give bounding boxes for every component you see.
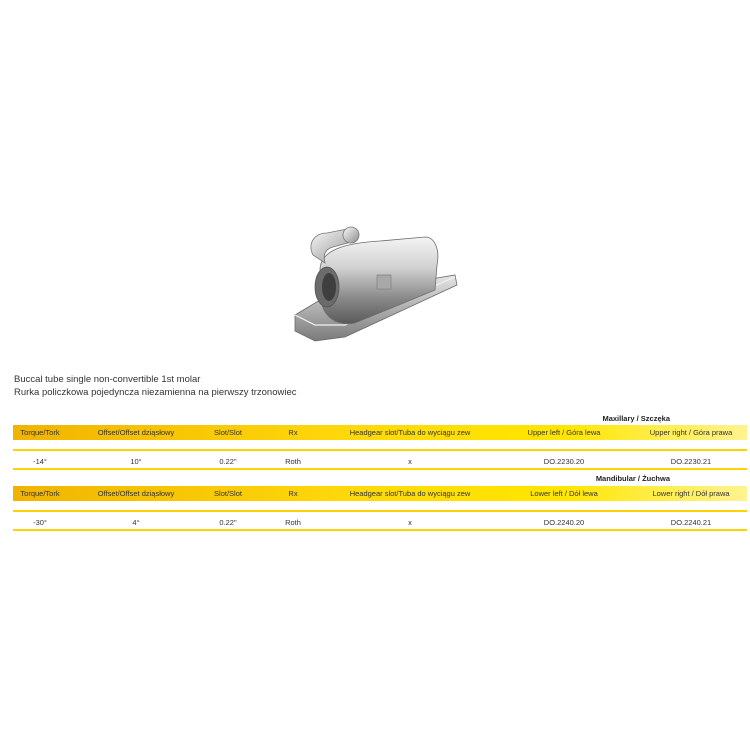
product-title-pl: Rurka policzkowa pojedyncza niezamienna na pierwszy trzonowiec <box>14 386 297 398</box>
maxillary-row-stripe-bottom <box>13 468 747 470</box>
mandibular-value-slot: 0.22" <box>219 518 237 527</box>
mandibular-header-torque: Torque/Tork <box>20 489 60 498</box>
mandibular-row-stripe-bottom <box>13 529 747 531</box>
maxillary-value-torque: -14° <box>33 457 47 466</box>
mandibular-value-rx: Roth <box>285 518 301 527</box>
maxillary-section-title: Maxillary / Szczęka <box>602 414 670 423</box>
maxillary-value-slot: 0.22" <box>219 457 237 466</box>
mandibular-header-headgear: Headgear slot/Tuba do wyciągu zew <box>349 489 471 498</box>
mandibular-value-lower-left: DO.2240.20 <box>543 518 585 527</box>
product-description <box>14 374 297 399</box>
mandibular-section-title: Mandibular / Żuchwa <box>595 474 670 483</box>
maxillary-value-rx: Roth <box>285 457 301 466</box>
maxillary-header-torque: Torque/Tork <box>20 428 60 437</box>
mandibular-value-offset: 4° <box>132 518 140 527</box>
maxillary-header-upper-left: Upper left / Góra lewa <box>527 428 601 437</box>
mandibular-value-torque: -30° <box>33 518 47 527</box>
mandibular-row-stripe-top <box>13 510 747 512</box>
maxillary-value-headgear: x <box>408 457 412 466</box>
mandibular-header-slot: Slot/Slot <box>214 489 242 498</box>
maxillary-header-offset: Offset/Offset dziąsłowy <box>97 428 175 437</box>
maxillary-value-offset: 10° <box>130 457 142 466</box>
mandibular-header-offset: Offset/Offset dziąsłowy <box>97 489 175 498</box>
maxillary-header-slot: Slot/Slot <box>214 428 242 437</box>
buccal-tube-image <box>285 215 460 350</box>
mandibular-header-lower-right: Lower right / Dół prawa <box>652 489 730 498</box>
maxillary-row-stripe-top <box>13 449 747 451</box>
maxillary-value-upper-right: DO.2230.21 <box>670 457 712 466</box>
mandibular-value-lower-right: DO.2240.21 <box>670 518 712 527</box>
maxillary-header-upper-right: Upper right / Góra prawa <box>649 428 733 437</box>
maxillary-value-upper-left: DO.2230.20 <box>543 457 585 466</box>
mandibular-header-lower-left: Lower left / Dół lewa <box>530 489 598 498</box>
mandibular-value-headgear: x <box>408 518 412 527</box>
maxillary-header-headgear: Headgear slot/Tuba do wyciągu zew <box>349 428 471 437</box>
mandibular-header-rx: Rx <box>288 489 298 498</box>
product-title-en: Buccal tube single non-convertible 1st molar <box>14 374 201 385</box>
maxillary-header-rx: Rx <box>288 428 298 437</box>
